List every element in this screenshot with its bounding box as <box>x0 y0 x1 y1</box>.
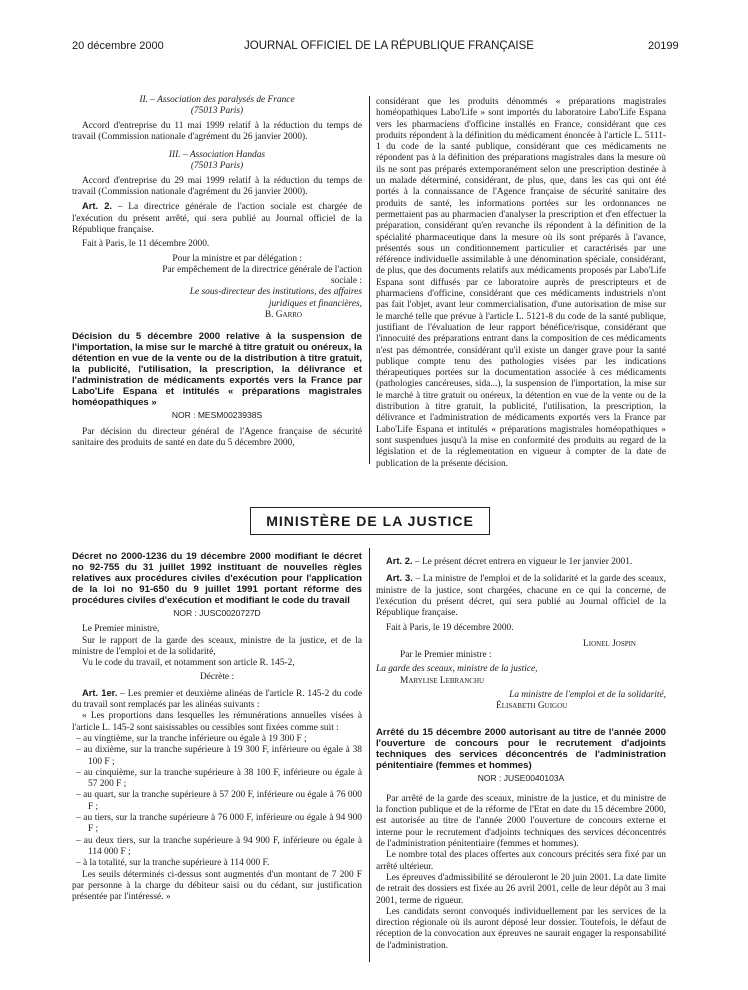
decrete-label: Décrète : <box>199 672 235 683</box>
ministry-heading: MINISTÈRE DE LA JUSTICE <box>250 507 490 535</box>
assoc-3-city: (75013 Paris) <box>190 161 244 172</box>
top-right-column <box>376 97 666 470</box>
column-divider-top <box>369 96 370 464</box>
decret-p1: Le Premier ministre, <box>82 624 160 635</box>
art-1-text: – Les premier et deuxième alinéas de l'article R. 145-2 du code du travail sont remplacés par les alinéas suivants : <box>72 688 362 711</box>
header-date: 20 décembre 2000 <box>72 40 164 52</box>
garde-name: Marylise Lebranchu <box>400 675 485 686</box>
bottom-left-column <box>72 551 362 903</box>
art-2-label: Art. 2. <box>386 555 413 566</box>
art-1-quote: « Les proportions dans lesquelles les rémunérations annuelles visées à l'article L. 145-2 sont saisissables ou cessibles sont fixées comme suit : <box>72 711 362 733</box>
decision-text: Par décision du directeur général de l'Agence française de sécurité sanitaire des produits de santé en date du 5 décembre 2000, <box>72 426 362 448</box>
arrete-p1: Par arrêté de la garde des sceaux, ministre de la justice, et du ministre de la fonction publique et de la réforme de l'Etat en date du 15 décembre 2000, est autorisée au titre de l'année 2000 l'ouverture de concours externe et interne pour le recrutement d'adjoints techniques des services déconcentrés de l'administration pénitentiaire (femmes et hommes). <box>376 793 666 850</box>
decision-nor: NOR : MESM0023938S <box>171 410 263 421</box>
list-item: – au vingtième, sur la tranche inférieure ou égale à 19 300 F ; <box>76 733 307 744</box>
assoc-3-title: III. – Association Handas <box>168 150 266 161</box>
decret-p2: Sur le rapport de la garde des sceaux, ministre de la justice, et de la ministre de l'emploi et de la solidarité, <box>72 635 362 657</box>
decret-nor: NOR : JUSC0020727D <box>173 608 261 618</box>
pm-signature: Lionel Jospin <box>583 638 636 649</box>
arrete-nor: NOR : JUSE0040103A <box>477 772 565 783</box>
art-1-label: Art. 1er. <box>82 686 118 698</box>
decision-title: Décision du 5 décembre 2000 relative à la suspension de l'importation, la mise sur le marché à titre gratuit ou onéreux, la détention en vue de la vente ou de la distribution à titre gratuit, la publicité, l'utilisation, la prescription, la délivrance et l'administration de médicaments exportés vers la France par Labo'Life Espana et intitulés « préparations magistrales homéopathiques » <box>72 331 362 409</box>
header-journal-title: JOURNAL OFFICIEL DE LA RÉPUBLIQUE FRANÇAISE <box>244 40 534 52</box>
assoc-3-text: Accord d'entreprise du 29 mai 1999 relatif à la réduction du temps de travail (Commission nationale d'agrément du 26 janvier 2000). <box>72 175 362 198</box>
art-2-text: – Le présent décret entrera en vigueur le 1er janvier 2001. <box>412 557 633 567</box>
art-2-text: – La directrice générale de l'action sociale est chargée de l'exécution du présent arrêté, qui sera publié au Journal officiel de la République française. <box>72 202 362 235</box>
list-item: – à la totalité, sur la tranche supérieure à 114 000 F. <box>76 858 270 869</box>
decret-p3: Vu le code du travail, et notamment son article R. 145-2, <box>82 658 295 669</box>
list-item: – au quart, sur la tranche supérieure à 57 200 F, inférieure ou égale à 76 000 F ; <box>76 790 362 812</box>
ministre-emploi: La ministre de l'emploi et de la solidarité, <box>509 689 666 700</box>
decret-title: Décret no 2000-1236 du 19 décembre 2000 modifiant le décret no 92-755 du 31 juillet 1992 instituant de nouvelles règles relatives aux procédures civiles d'exécution pour l'application de la loi no 91-650 du 9 juillet 1991 portant réforme des procédures civiles d'exécution et modifiant le code du travail <box>72 551 362 606</box>
arrete-title: Arrêté du 15 décembre 2000 autorisant au titre de l'année 2000 l'ouverture de concours pour le recrutement d'adjoints techniques des services déconcentrés de l'administration pénitentiaire (femmes et hommes) <box>376 726 666 771</box>
art-2-label: Art. 2. <box>82 200 113 212</box>
arrete-p4: Les candidats seront convoqués individuellement par les services de la direction régionale où ils auront déposé leur dossier. Toutefois, le défaut de réception de la convocation aux épreuves ne saurait engager la responsabilité de l'administration. <box>376 906 666 951</box>
assoc-2-city: (75013 Paris) <box>190 106 244 117</box>
decision-considerations-text: considérant que les produits dénommés « préparations magistrales homéopathiques Labo'Life » sont importés du laboratoire Labo'Life Espana vers les pharmaciens d'officine installés en France, considérant que ces produits répondent à la définition du médicament énoncée à l'article L. 5111-1 du code de la santé publique, considérant que ces médicaments ne répondent pas à la définition des préparations magistrales dans la mesure où ils ne sont pas préparés extemporanément selon une prescription destinée à un malade déterminé, considérant, de plus, que, dans les cas qui ont été portés à la connaissance de l'Agence française de sécurité sanitaire des produits de santé, les informations portées sur les ordonnances ne permettaient pas au pharmacien d'analyser la prescription et d'en effectuer la préparation, considérant qu'en revanche ils répondent à la définition de la spécialité pharmaceutique dans la mesure où ils sont préparés à l'avance, présentés sous un conditionnement particulier et caractérisés par une référence individuelle assimilable à une dénomination spéciale, considérant, de plus, que des documents relatifs aux médicaments proposés par Labo'Life Espana sont diffusés par ce laboratoire auprès de prescripteurs et de pharmaciens d'officine, considérant que ces médicaments industriels n'ont pas fait l'objet, avant leur commercialisation, d'une autorisation de mise sur le marché telle que prévue à l'article L. 5121-8 du code de la santé publique, justifiant de l'évaluation de leur rapport bénéfice/risque, considérant que l'innocuité des préparations entrant dans la composition de ces médicaments n'est pas démontrée, considérant qu'il existe un danger grave pour la santé publique compte tenu des pathologies visées par les indications thérapeutiques portées sur la documentation associée à ces médicaments (pathologies cancéreuses, sida...), la suspension de l'importation, la mise sur le marché à titre gratuit ou onéreux, la détention en vue de la vente ou de la distribution à titre gratuit, la publicité, l'utilisation, la prescription, la délivrance et l'administration de médicaments exportés vers la France par Labo'Life Espana et intitulés « préparations magistrales homéopathiques » sont suspendues jusqu'à la mise en conformité des produits au regard de la législation et de la réglementation en vigueur à compter de la date de publication de la présente décision. <box>376 97 666 469</box>
list-item: – au cinquième, sur la tranche supérieure à 38 100 F, inférieure ou égale à 57 200 F ; <box>76 767 362 790</box>
arrete-p2: Le nombre total des places offertes aux concours précités sera fixé par un arrêté ultérieur. <box>376 850 666 872</box>
list-item: – au deux tiers, sur la tranche supérieure à 94 900 F, inférieure ou égale à 114 000 F ; <box>76 835 362 857</box>
done-at-paris: Fait à Paris, le 19 décembre 2000. <box>386 623 514 634</box>
art-1-last: Les seuils déterminés ci-dessus sont augmentés d'un montant de 7 200 F par personne à la charge du débiteur saisi ou du cédant, sur justification présentée par l'intéressé. » <box>72 869 362 903</box>
signature-line-2: Par empêchement de la directrice générale de l'action sociale : <box>162 264 362 287</box>
signature-name: B. Garro <box>264 310 302 321</box>
garde-des-sceaux: La garde des sceaux, ministre de la justice, <box>376 664 538 675</box>
assoc-2-text: Accord d'entreprise du 11 mai 1999 relatif à la réduction du temps de travail (Commission nationale d'agrément du 26 janvier 2000). <box>72 120 362 142</box>
header-page-number: 20199 <box>648 40 679 52</box>
signature-line-1: Pour la ministre et par délégation : <box>172 253 302 264</box>
top-left-column <box>72 95 362 449</box>
bottom-right-column <box>376 555 666 952</box>
column-divider-bottom <box>369 548 370 962</box>
done-at-paris: Fait à Paris, le 11 décembre 2000. <box>82 239 210 250</box>
list-item: – au tiers, sur la tranche supérieure à 76 000 F, inférieure ou égale à 94 900 F ; <box>76 813 362 835</box>
ministre-name: Élisabeth Guigou <box>496 701 568 712</box>
par-premier-ministre: Par le Premier ministre : <box>400 650 492 661</box>
assoc-2-title: II. – Association des paralysés de France <box>139 95 295 105</box>
list-item: – au dixième, sur la tranche supérieure à 19 300 F, inférieure ou égale à 38 100 F ; <box>76 745 362 767</box>
art-3-label: Art. 3. <box>386 572 413 584</box>
art-3-text: – La ministre de l'emploi et de la solidarité et la garde des sceaux, ministre de la justice, sont chargées, chacune en ce qui la concerne, de l'exécution du présent décret, qui sera publié au Journal officiel de la République française. <box>376 574 666 619</box>
arrete-p3: Les épreuves d'admissibilité se dérouleront le 20 juin 2001. La date limite de retrait des dossiers est fixée au 26 avril 2001, celle de leur dépôt au 3 mai 2001, terme de rigueur. <box>376 872 666 906</box>
signature-line-3: Le sous-directeur des institutions, des affaires juridiques et financières, <box>189 287 362 309</box>
